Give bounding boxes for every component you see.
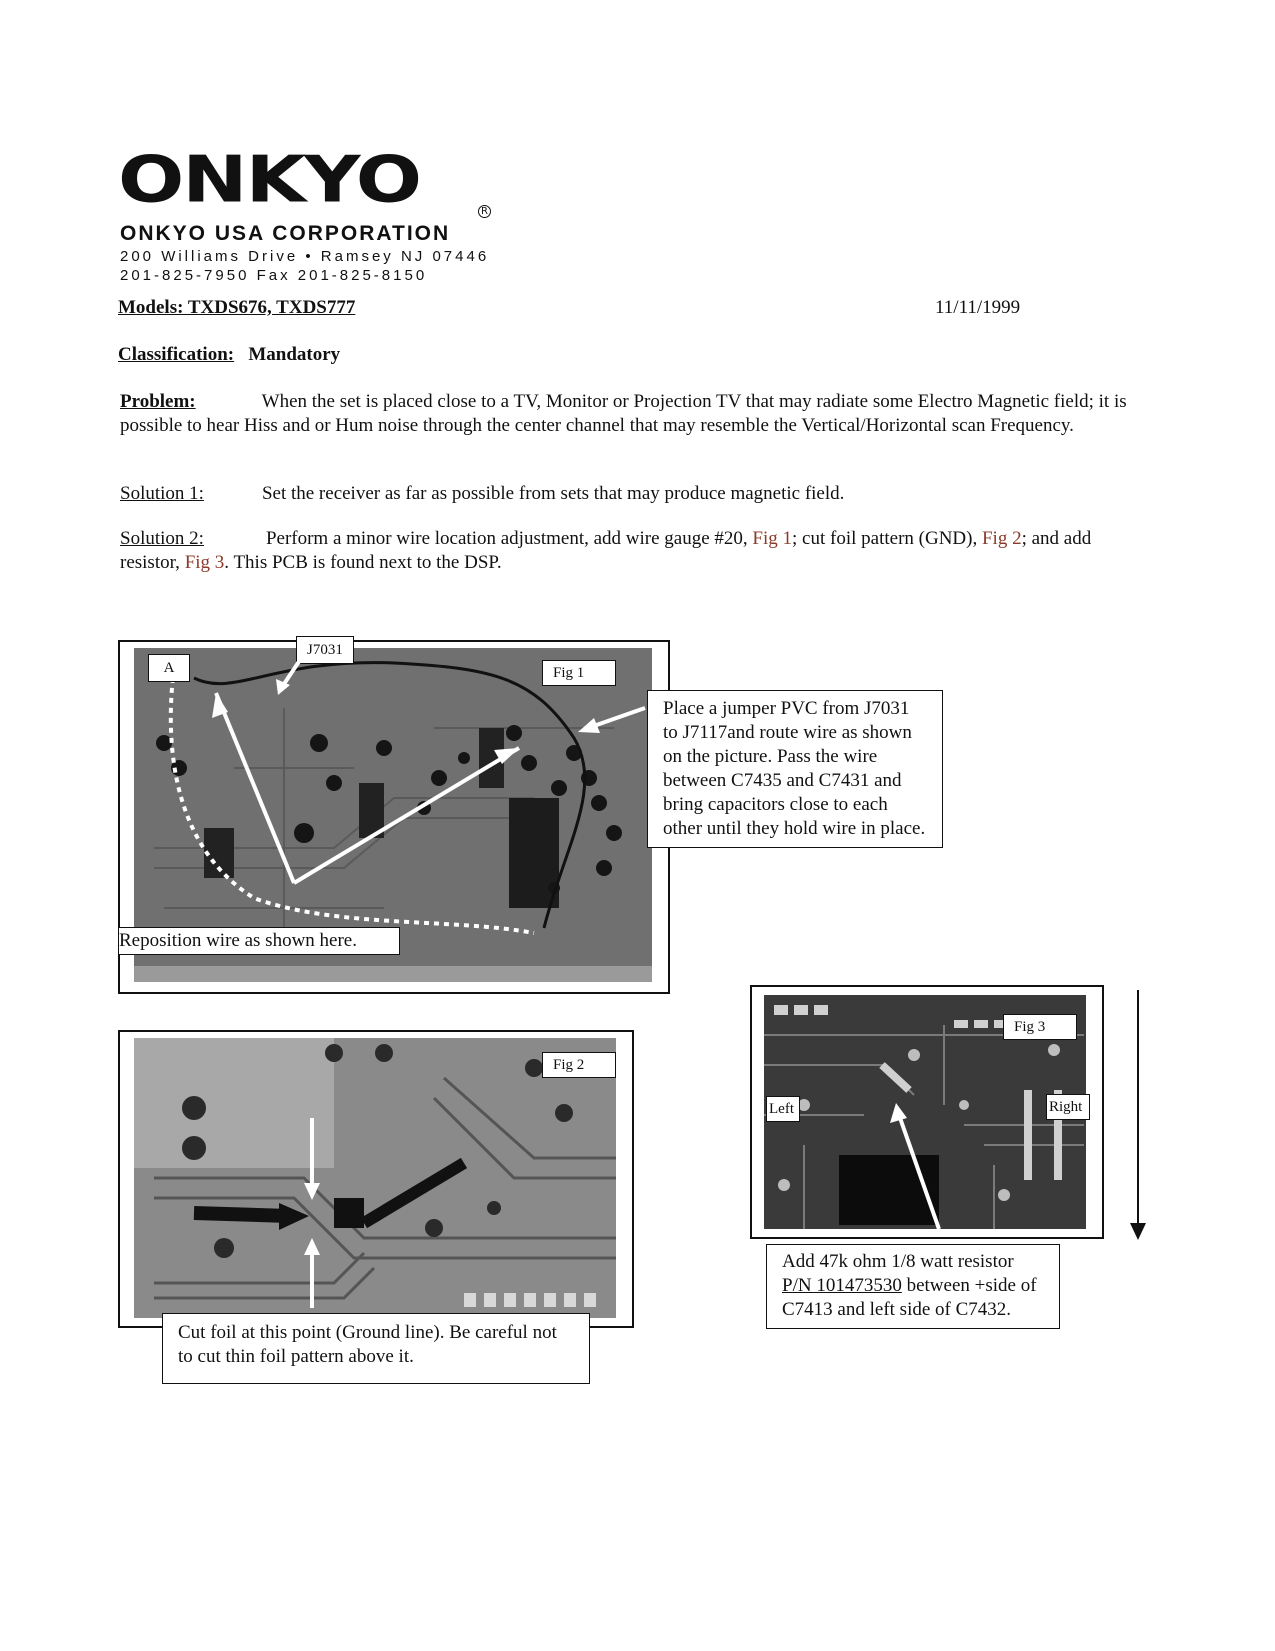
figure2-callout: Cut foil at this point (Ground line). Be careful not to cut thin foil pattern above it. bbox=[162, 1313, 590, 1384]
figure1-reposition-label: Reposition wire as shown here. bbox=[118, 927, 400, 955]
solution2-text-b: ; cut foil pattern (GND), bbox=[792, 528, 982, 549]
figure3-callout bbox=[766, 1244, 1060, 1329]
solution2-text-a: Perform a minor wire location adjustment, add wire gauge #20, bbox=[265, 528, 753, 549]
solution2-text-c: ; and add resistor, bbox=[120, 528, 1092, 573]
fig1-callout-arrow bbox=[570, 700, 650, 740]
solution2-text-d: . This PCB is found next to the DSP. bbox=[224, 552, 502, 573]
solution2-paragraph bbox=[120, 527, 1150, 575]
figure3-tag-left: Left bbox=[766, 1096, 800, 1122]
registered-mark: R bbox=[478, 205, 491, 218]
classification-label: Classification: bbox=[118, 344, 235, 365]
figure3-label: Fig 3 bbox=[1003, 1014, 1077, 1040]
company-name: ONKYO USA CORPORATION bbox=[120, 222, 451, 245]
figure1-tag-j7031: J7031 bbox=[296, 636, 354, 664]
solution2-label: Solution 2: bbox=[120, 528, 204, 549]
fig3-reference: Fig 3 bbox=[184, 552, 225, 573]
figure2-pcb-photo bbox=[134, 1038, 616, 1318]
models-line: Models: TXDS676, TXDS777 bbox=[118, 297, 356, 318]
figure3-callout-text-a: Add 47k ohm 1/8 watt resistor bbox=[782, 1251, 1014, 1272]
part-number: P/N 101473530 bbox=[782, 1275, 902, 1296]
figure2-label: Fig 2 bbox=[542, 1052, 616, 1078]
bulletin-date: 11/11/1999 bbox=[935, 297, 1021, 318]
company-address: 200 Williams Drive • Ramsey NJ 07446 bbox=[120, 248, 490, 265]
fig1-reference: Fig 1 bbox=[752, 528, 793, 549]
fig2-reference: Fig 2 bbox=[981, 528, 1022, 549]
solution1-label: Solution 1: bbox=[120, 483, 204, 504]
j7031-pointer-arrow bbox=[270, 655, 310, 700]
figure1-tag-a: A bbox=[148, 654, 190, 682]
onkyo-logo: ONKYO bbox=[118, 143, 421, 218]
figure3-tag-right: Right bbox=[1046, 1094, 1090, 1120]
solution1-text: Set the receiver as far as possible from sets that may produce magnetic field. bbox=[261, 483, 845, 504]
company-phone: 201-825-7950 Fax 201-825-8150 bbox=[120, 267, 428, 284]
figure1-callout: Place a jumper PVC from J7031 to J7117and route wire as shown on the picture. Pass the wire between C7435 and C7431 and bring capacitors close to each other until they hold wire in place. bbox=[647, 690, 943, 848]
problem-paragraph bbox=[120, 390, 1150, 438]
classification-value: Mandatory bbox=[248, 344, 341, 365]
problem-label: Problem: bbox=[120, 391, 196, 412]
problem-text: When the set is placed close to a TV, Monitor or Projection TV that may radiate some Electro Magnetic field; it is possible to hear Hiss and or Hum noise through the center channel that may resemble the Vertical/Horizontal scan Frequency. bbox=[120, 391, 1127, 436]
classification-line bbox=[118, 344, 340, 366]
figure3-callout-text-b: between +side of C7413 and left side of C7432. bbox=[782, 1275, 1037, 1320]
down-arrow bbox=[1128, 990, 1148, 1245]
solution1-paragraph bbox=[120, 482, 1150, 506]
figure1-label: Fig 1 bbox=[542, 660, 616, 686]
